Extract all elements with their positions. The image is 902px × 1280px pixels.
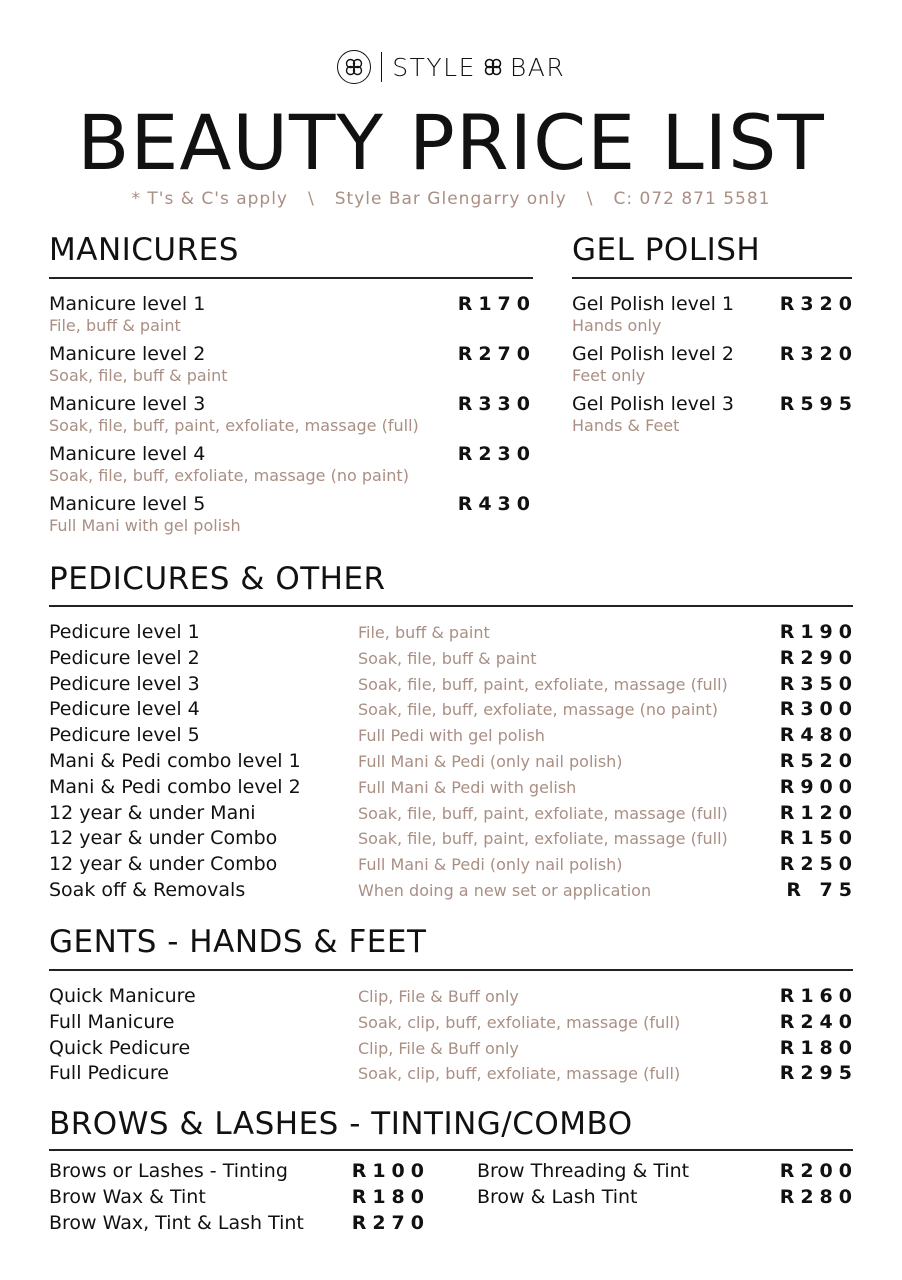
item-name: Soak off & Removals bbox=[49, 879, 246, 901]
item-name: Gel Polish level 2 bbox=[572, 343, 734, 365]
pedicures-title: PEDICURES & OTHER bbox=[49, 561, 386, 597]
manicures-title: MANICURES bbox=[49, 232, 239, 268]
item-price: R430 bbox=[457, 493, 536, 515]
item-price: R290 bbox=[779, 646, 858, 669]
item-description: File, buff & paint bbox=[358, 623, 490, 642]
item-description: Clip, File & Buff only bbox=[358, 987, 519, 1006]
brows-divider bbox=[49, 1149, 853, 1151]
item-price: R180 bbox=[779, 1036, 858, 1059]
item-name: Manicure level 3 bbox=[49, 393, 206, 415]
item-description: Soak, file, buff & paint bbox=[49, 366, 228, 385]
item-description: Hands & Feet bbox=[572, 416, 680, 435]
item-name: Mani & Pedi combo level 2 bbox=[49, 775, 301, 798]
item-description: Soak, file, buff & paint bbox=[358, 648, 537, 668]
brand-name: STYLE BAR bbox=[392, 52, 566, 82]
brand-header bbox=[0, 50, 902, 90]
item-name: Pedicure level 2 bbox=[49, 646, 200, 669]
item-name: Pedicure level 5 bbox=[49, 724, 200, 747]
item-description: Clip, File & Buff only bbox=[358, 1038, 519, 1058]
flower-icon bbox=[337, 50, 371, 84]
item-name: Quick Pedicure bbox=[49, 1036, 191, 1059]
item-description: Soak, file, buff, paint, exfoliate, massage (full) bbox=[358, 829, 728, 849]
item-name: Gel Polish level 3 bbox=[572, 393, 734, 415]
item-description: Full Mani with gel polish bbox=[49, 516, 241, 535]
subtitle-notes: * T's & C's apply \ Style Bar Glengarry only \ C: 072 871 5581 bbox=[131, 189, 771, 209]
item-price: R270 bbox=[457, 343, 536, 365]
item-price: R230 bbox=[457, 443, 536, 465]
item-name: Gel Polish level 1 bbox=[572, 293, 734, 315]
item-name: Brow & Lash Tint bbox=[477, 1185, 638, 1208]
item-price: R250 bbox=[779, 853, 858, 876]
item-price: R120 bbox=[779, 801, 858, 824]
gents-title: GENTS - HANDS & FEET bbox=[49, 924, 427, 960]
brand-divider bbox=[381, 52, 383, 82]
item-description: When doing a new set or application bbox=[358, 881, 652, 900]
item-description: Soak, file, buff, paint, exfoliate, massage (full) bbox=[49, 416, 419, 435]
item-description: Full Mani & Pedi (only nail polish) bbox=[358, 752, 623, 771]
item-description: Soak, clip, buff, exfoliate, massage (full) bbox=[358, 1012, 681, 1032]
item-description: Soak, file, buff, exfoliate, massage (no paint) bbox=[358, 700, 718, 720]
item-description: Soak, file, buff, exfoliate, massage (no paint) bbox=[49, 466, 409, 485]
flower-icon bbox=[482, 56, 504, 78]
item-description: File, buff & paint bbox=[49, 316, 181, 335]
page-title: BEAUTY PRICE LIST bbox=[77, 98, 825, 187]
item-description: Soak, file, buff, paint, exfoliate, massage (full) bbox=[358, 803, 728, 823]
item-name: Manicure level 5 bbox=[49, 493, 206, 515]
item-price: R900 bbox=[779, 775, 858, 798]
pedicures-divider bbox=[49, 605, 853, 607]
item-name: 12 year & under Combo bbox=[49, 827, 278, 850]
item-name: Pedicure level 3 bbox=[49, 672, 200, 695]
item-price: R160 bbox=[779, 985, 858, 1007]
item-price: R200 bbox=[779, 1160, 858, 1182]
item-price: R520 bbox=[779, 750, 858, 772]
item-price: R280 bbox=[779, 1185, 858, 1208]
item-price: R270 bbox=[351, 1211, 430, 1234]
item-name: Full Manicure bbox=[49, 1010, 175, 1033]
item-name: Manicure level 4 bbox=[49, 443, 206, 465]
item-price: R480 bbox=[779, 724, 858, 747]
gents-divider bbox=[49, 969, 853, 971]
item-description: Soak, file, buff, paint, exfoliate, massage (full) bbox=[358, 674, 728, 694]
item-name: Pedicure level 4 bbox=[49, 698, 200, 721]
item-price: R300 bbox=[779, 698, 858, 721]
item-description: Full Mani & Pedi with gelish bbox=[358, 777, 577, 797]
item-price: R320 bbox=[779, 293, 858, 315]
item-name: Pedicure level 1 bbox=[49, 621, 200, 643]
item-name: Brows or Lashes - Tinting bbox=[49, 1160, 288, 1182]
item-name: Manicure level 2 bbox=[49, 343, 206, 365]
item-name: Mani & Pedi combo level 1 bbox=[49, 750, 301, 772]
item-price: R330 bbox=[457, 393, 536, 415]
item-price: R240 bbox=[779, 1010, 858, 1033]
manicures-divider bbox=[49, 277, 533, 279]
item-price: R180 bbox=[351, 1185, 430, 1208]
item-description: Full Pedi with gel polish bbox=[358, 726, 545, 746]
item-price: R150 bbox=[779, 827, 858, 850]
item-description: Feet only bbox=[572, 366, 646, 385]
item-price: R295 bbox=[779, 1062, 858, 1085]
item-name: Full Pedicure bbox=[49, 1062, 169, 1085]
item-description: Soak, clip, buff, exfoliate, massage (full) bbox=[358, 1064, 681, 1084]
item-name: Quick Manicure bbox=[49, 985, 196, 1007]
item-price: R100 bbox=[351, 1160, 430, 1182]
gel-title: GEL POLISH bbox=[572, 232, 761, 268]
item-description: Full Mani & Pedi (only nail polish) bbox=[358, 855, 623, 875]
item-name: Brow Threading & Tint bbox=[477, 1160, 690, 1182]
item-price: R320 bbox=[779, 343, 858, 365]
item-price: R595 bbox=[779, 393, 858, 415]
item-name: Brow Wax & Tint bbox=[49, 1185, 206, 1208]
gel-divider bbox=[572, 277, 852, 279]
item-name: 12 year & under Mani bbox=[49, 801, 256, 824]
item-name: Manicure level 1 bbox=[49, 293, 206, 315]
item-description: Hands only bbox=[572, 316, 662, 335]
item-price: R 75 bbox=[786, 879, 858, 901]
item-price: R170 bbox=[457, 293, 536, 315]
item-name: 12 year & under Combo bbox=[49, 853, 278, 876]
item-price: R350 bbox=[779, 672, 858, 695]
brows-title: BROWS & LASHES - TINTING/COMBO bbox=[49, 1106, 633, 1142]
item-name: Brow Wax, Tint & Lash Tint bbox=[49, 1211, 304, 1234]
item-price: R190 bbox=[779, 621, 858, 643]
